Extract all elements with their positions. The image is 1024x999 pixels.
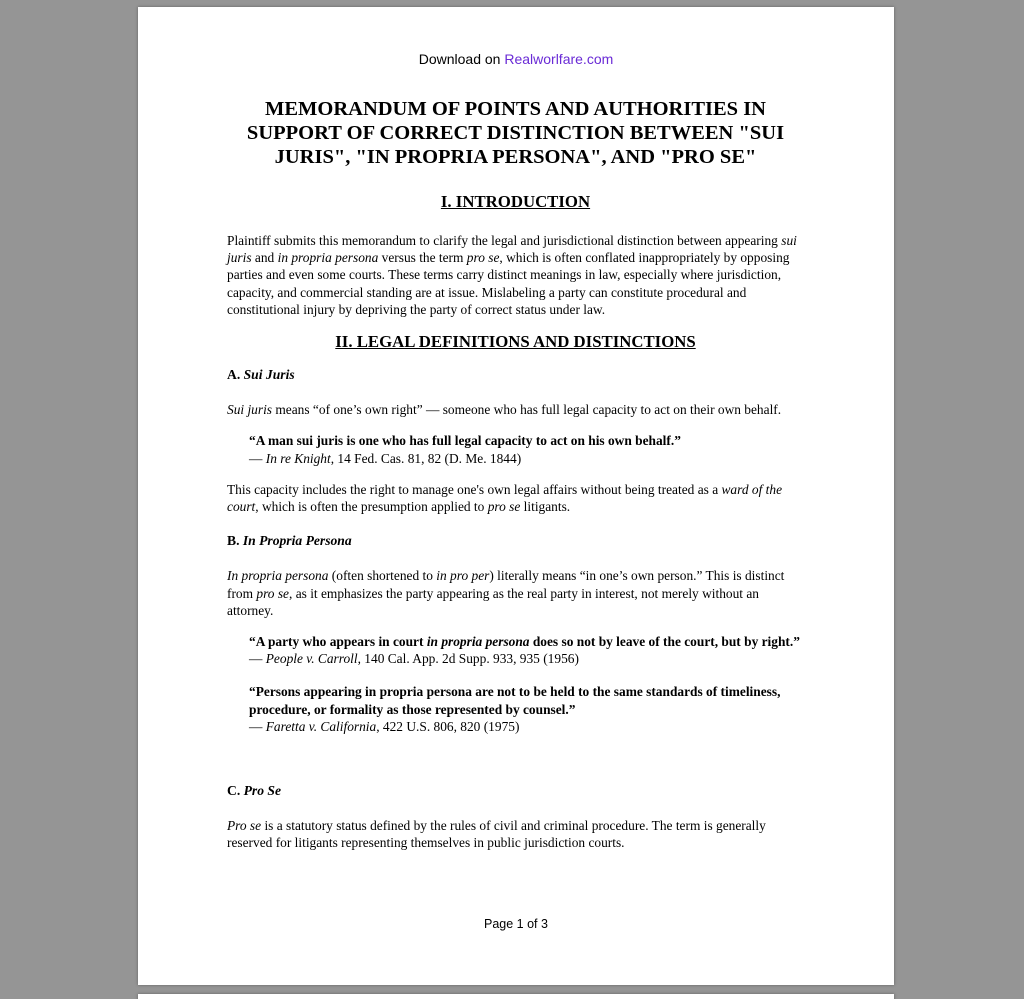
sui-juris-paragraph: Sui juris means “of one’s own right” — someone who has full legal capacity to act on their own behalf. — [227, 402, 782, 418]
page-number: Page 1 of 3 — [484, 917, 548, 931]
subheading-pro-se: C. Pro Se — [227, 783, 282, 799]
subheading-in-propria-persona: B. In Propria Persona — [227, 533, 352, 549]
quote-in-re-knight: “A man sui juris is one who has full legal capacity to act on his own behalf.” — In re Knight, 14 Fed. Cas. 81, 82 (D. Me. 1844) — [249, 433, 681, 466]
document-page — [138, 7, 894, 985]
next-page-edge — [138, 994, 894, 999]
quote-faretta-v-california: “Persons appearing in propria persona are not to be held to the same standards of timeliness, procedure, or formality as those represented by counsel.” — Faretta v. California, 422 U.S. 806, 820 (1975) — [249, 684, 781, 734]
capacity-paragraph: This capacity includes the right to manage one's own legal affairs without being treated as a ward of the court, which is often the presumption applied to pro se litigants. — [227, 481, 783, 515]
in-propria-persona-paragraph: In propria persona (often shortened to in pro per) literally means “in one’s own person.” This is distinct from pro se, as it emphasizes the party appearing as the real party in interest, not merely without an attorney. — [227, 568, 785, 618]
pro-se-paragraph: Pro se is a statutory status defined by the rules of civil and criminal procedure. The term is generally reserved for litigants representing themselves in public jurisdiction courts. — [227, 818, 766, 851]
banner-prefix: Download on — [418, 51, 505, 67]
realworlfare-link[interactable]: Realworlfare.com — [504, 51, 614, 67]
section-heading-introduction: I. INTRODUCTION — [440, 192, 591, 211]
document-title: MEMORANDUM OF POINTS AND AUTHORITIES IN SUPPORT OF CORRECT DISTINCTION BETWEEN "SUI JURIS", "IN PROPRIA PERSONA", AND "PRO SE" — [246, 98, 785, 168]
subheading-sui-juris: A. Sui Juris — [227, 367, 295, 383]
quote-people-v-carroll: “A party who appears in court in propria persona does so not by leave of the court, but by right.” — People v. Carroll, 140 Cal. App. 2d Supp. 933, 935 (1956) — [249, 634, 800, 667]
document-body — [227, 97, 804, 852]
section-heading-definitions: II. LEGAL DEFINITIONS AND DISTINCTIONS — [335, 332, 696, 352]
intro-paragraph: Plaintiff submits this memorandum to clarify the legal and jurisdictional distinction between appearing sui juris and in propria persona versus the term pro se, which is often conflated inappropriately by opposing parties and even some courts. These terms carry distinct meanings in law, especially where jurisdiction, capacity, and commercial standing are at issue. Mislabeling a party can constitute procedural and constitutional injury by depriving the party of correct status under law. — [227, 233, 797, 317]
download-banner — [138, 51, 894, 67]
